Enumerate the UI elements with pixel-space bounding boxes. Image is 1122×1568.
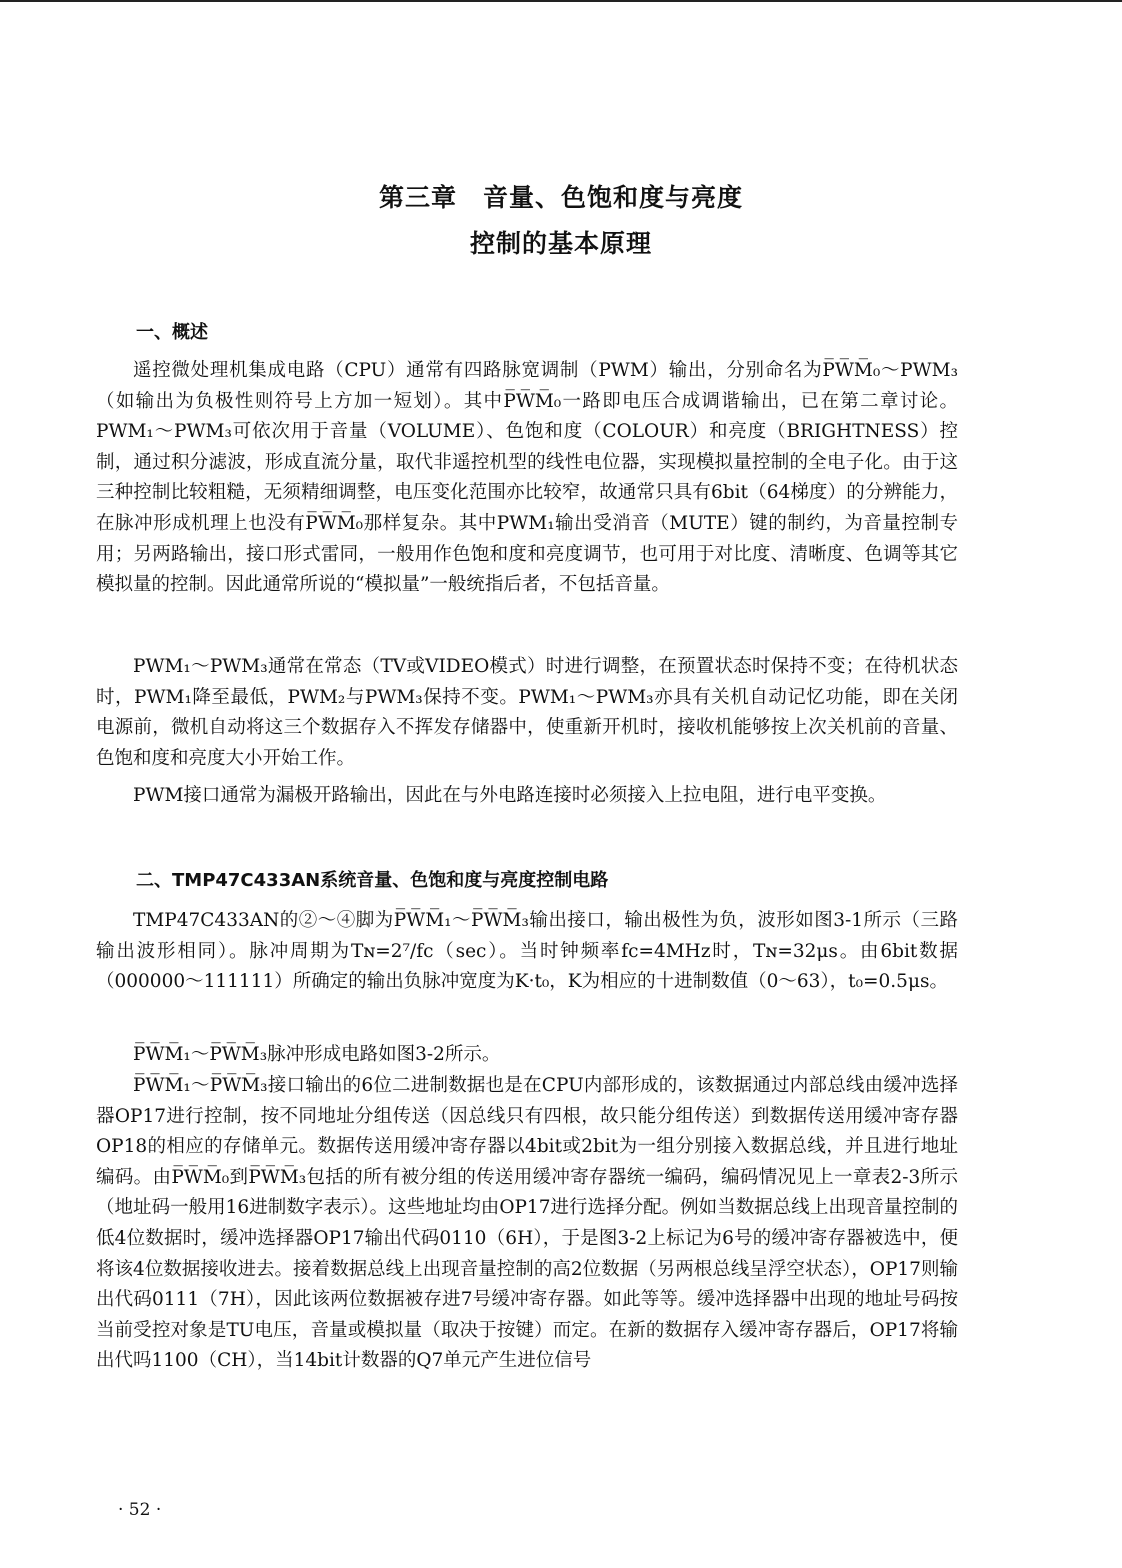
paragraph: PWM接口通常为漏极开路输出，因此在与外电路连接时必须接入上拉电阻，进行电平变换。 (133, 785, 887, 806)
section-heading-overview: 一、概述 (136, 322, 208, 343)
paragraph: PWM₁～PWM₃通常在常态（TV或VIDEO模式）时进行调整，在预置状态时保持不变；在待机状态时，PWM₁降至最低，PWM₂与PWM₃保持不变。PWM₁～PWM₃亦具有关机自动记忆功能，即在关闭电源前，微机自动将这三个数据存入不挥发存储器中，使重新开机时，接收机能够按上次关机前的音量、色饱和度和亮度大小开始工作。 (96, 656, 958, 769)
paragraph: 遥控微处理机集成电路（CPU）通常有四路脉宽调制（PWM）输出，分别命名为P̅W̅M̅₀～PWM₃（如输出为负极性则符号上方加一短划）。其中P̅W̅M̅₀一路即电压合成调谐输出，已在第二章讨论。PWM₁～PWM₃可依次用于音量（VOLUME）、色饱和度（COLOUR）和亮度（BRIGHTNESS）控制，通过积分滤波，形成直流分量，取代非遥控机型的线性电位器，实现模拟量控制的全电子化。由于这三种控制比较粗糙，无须精细调整，电压变化范围亦比较窄，故通常只具有6bit（64梯度）的分辨能力，在脉冲形成机理上也没有P̅W̅M̅₀那样复杂。其中PWM₁输出受消音（MUTE）键的制约，为音量控制专用；另两路输出，接口形式雷同，一般用作色饱和度和亮度调节，也可用于对比度、清晰度、色调等其它模拟量的控制。因此通常所说的“模拟量”一般统指后者，不包括音量。 (96, 360, 958, 596)
page-number: · 52 · (118, 1500, 162, 1520)
top-rule (0, 0, 1122, 2)
chapter-title-line-2: 控制的基本原理 (469, 229, 652, 258)
paragraph: TMP47C433AN的②～④脚为P̅W̅M̅₁～P̅W̅M̅₃输出接口，输出极性为负，波形如图3-1所示（三路输出波形相同）。脉冲周期为Tɴ=2⁷/fc（sec）。当时钟频率fc=4MHz时，Tɴ=32μs。由6bit数据（000000～111111）所确定的输出负脉冲宽度为K·t₀，K为相应的十进制数值（0～63），t₀=0.5μs。 (96, 910, 958, 993)
paragraph: P̅W̅M̅₁～P̅W̅M̅₃接口输出的6位二进制数据也是在CPU内部形成的，该数据通过内部总线由缓冲选择器OP17进行控制，按不同地址分组传送（因总线只有四根，故只能分组传送）到数据传送用缓冲寄存器OP18的相应的存储单元。数据传送用缓冲寄存器以4bit或2bit为一组分别接入数据总线，并且进行地址编码。由P̅W̅M̅₀到P̅W̅M̅₃包括的所有被分组的传送用缓冲寄存器统一编码，编码情况见上一章表2-3所示（地址码一般用16进制数字表示）。这些地址均由OP17进行选择分配。例如当数据总线上出现音量控制的低4位数据时，缓冲选择器OP17输出代码0110（6H），于是图3-2上标记为6号的缓冲寄存器被选中，便将该4位数据接收进去。接着数据总线上出现音量控制的高2位数据（另两根总线呈浮空状态），OP17则输出代码0111（7H），因此该两位数据被存进7号缓冲寄存器。如此等等。缓冲选择器中出现的地址号码按当前受控对象是TU电压，音量或模拟量（取决于按键）而定。在新的数据存入缓冲寄存器后，OP17将输出代吗1100（CH），当14bit计数器的Q7单元产生进位信号 (96, 1075, 958, 1372)
chapter-title-line-1: 第三章 音量、色饱和度与亮度 (378, 183, 743, 212)
section-heading-circuit: 二、TMP47C433AN系统音量、色饱和度与亮度控制电路 (136, 870, 609, 891)
paragraph: P̅W̅M̅₁～P̅W̅M̅₃脉冲形成电路如图3-2所示。 (133, 1044, 501, 1065)
